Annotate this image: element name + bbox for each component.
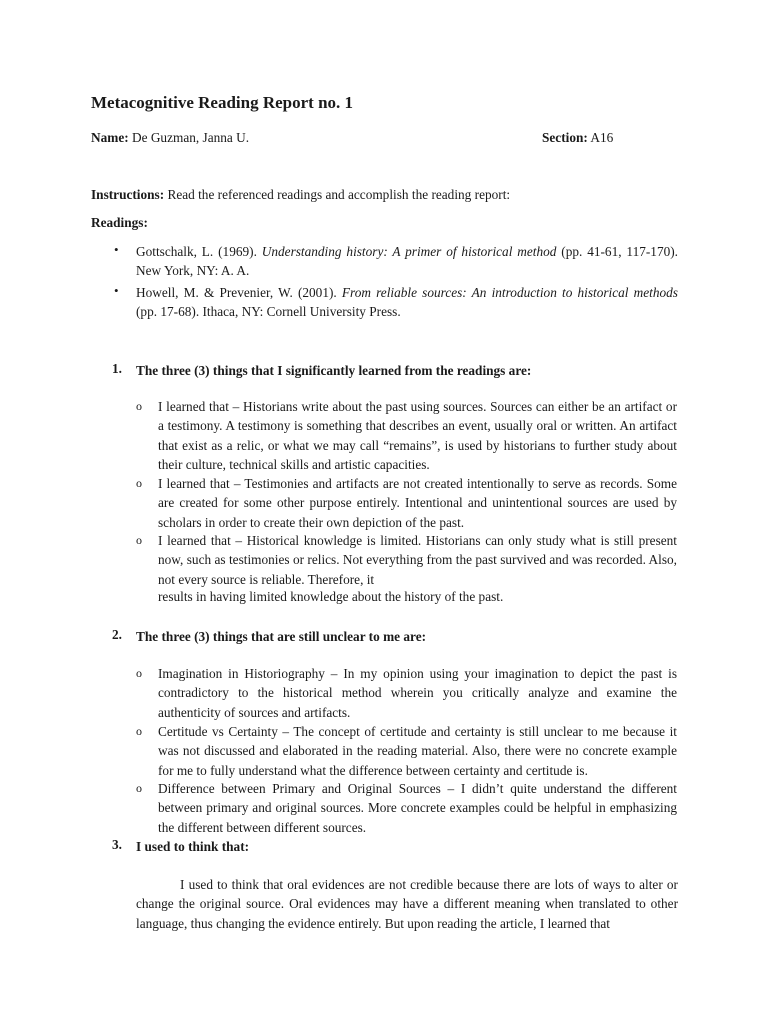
question-number: 2. xyxy=(112,627,122,642)
section-label: Section: xyxy=(542,130,588,145)
circle-bullet-icon: o xyxy=(136,666,142,680)
reading-item: Gottschalk, L. (1969). Understanding history: A primer of historical method (pp. 41-61, 117-170). New York, NY: A. A. xyxy=(136,244,678,279)
section-value: A16 xyxy=(590,130,614,145)
name-label: Name: xyxy=(91,130,129,145)
question-heading: The three (3) things that I significantly learned from the readings are: xyxy=(136,363,532,378)
list-item: Certitude vs Certainty – The concept of certitude and certainty is still unclear to me because it was not discussed and elaborated in the reading material. Also, there were no concrete example for me to fully understand what the difference between certainty and certitude is. xyxy=(158,724,677,778)
instructions-label: Instructions: xyxy=(91,187,165,202)
circle-bullet-icon: o xyxy=(136,533,142,547)
reading-item: Howell, M. & Prevenier, W. (2001). From reliable sources: An introduction to historical methods (pp. 17-68). Ithaca, NY: Cornell University Press. xyxy=(136,285,678,320)
bullet-icon: • xyxy=(114,242,119,257)
circle-bullet-icon: o xyxy=(136,476,142,490)
page-title: Metacognitive Reading Report no. 1 xyxy=(91,93,354,112)
circle-bullet-icon: o xyxy=(136,399,142,413)
paragraph: I used to think that oral evidences are not credible because there are lots of ways to alter or change the original source. Oral evidences may have a different meaning when translated to other language, thus changing the evidence entirely. But upon reading the article, I learned that xyxy=(136,877,678,931)
name-row xyxy=(91,128,249,147)
question-number: 1. xyxy=(112,361,122,376)
bullet-icon: • xyxy=(114,283,119,298)
question-number: 3. xyxy=(112,837,122,852)
instructions-text: Read the referenced readings and accomplish the reading report: xyxy=(167,187,511,202)
list-item-continuation: results in having limited knowledge about the history of the past. xyxy=(158,589,504,604)
instructions xyxy=(91,185,510,204)
readings-label: Readings: xyxy=(91,215,148,230)
question-heading: The three (3) things that are still unclear to me are: xyxy=(136,629,427,644)
list-item: Imagination in Historiography – In my opinion using your imagination to depict the past is contradictory to the historical method wherein you critically analyze and examine the authenticity of sources and artifacts. xyxy=(158,666,677,720)
circle-bullet-icon: o xyxy=(136,724,142,738)
list-item: Difference between Primary and Original Sources – I didn’t quite understand the different between primary and original sources. More concrete examples could be helpful in emphasizing the different between different sources. xyxy=(158,781,677,835)
list-item: I learned that – Historians write about the past using sources. Sources can either be an artifact or a testimony. A testimony is something that describes an event, usually oral or written. An artifact that exist as a relic, or what we may call “remains”, is used by historians to further study about their culture, technical skills and artistic capacities. xyxy=(158,399,677,472)
section-row xyxy=(542,128,613,147)
list-item: I learned that – Testimonies and artifacts are not created intentionally to serve as records. Some are created for some other purpose entirely. Intentional and unintentional sources are used by scholars in order to create their own depiction of the past. xyxy=(158,476,677,530)
circle-bullet-icon: o xyxy=(136,781,142,795)
question-heading: I used to think that: xyxy=(136,839,250,854)
name-value: De Guzman, Janna U. xyxy=(132,130,250,145)
list-item: I learned that – Historical knowledge is limited. Historians can only study what is still present now, such as testimonies or relics. Not everything from the past survived and was recorded. Also, not every source is reliable. Therefore, it xyxy=(158,533,677,587)
